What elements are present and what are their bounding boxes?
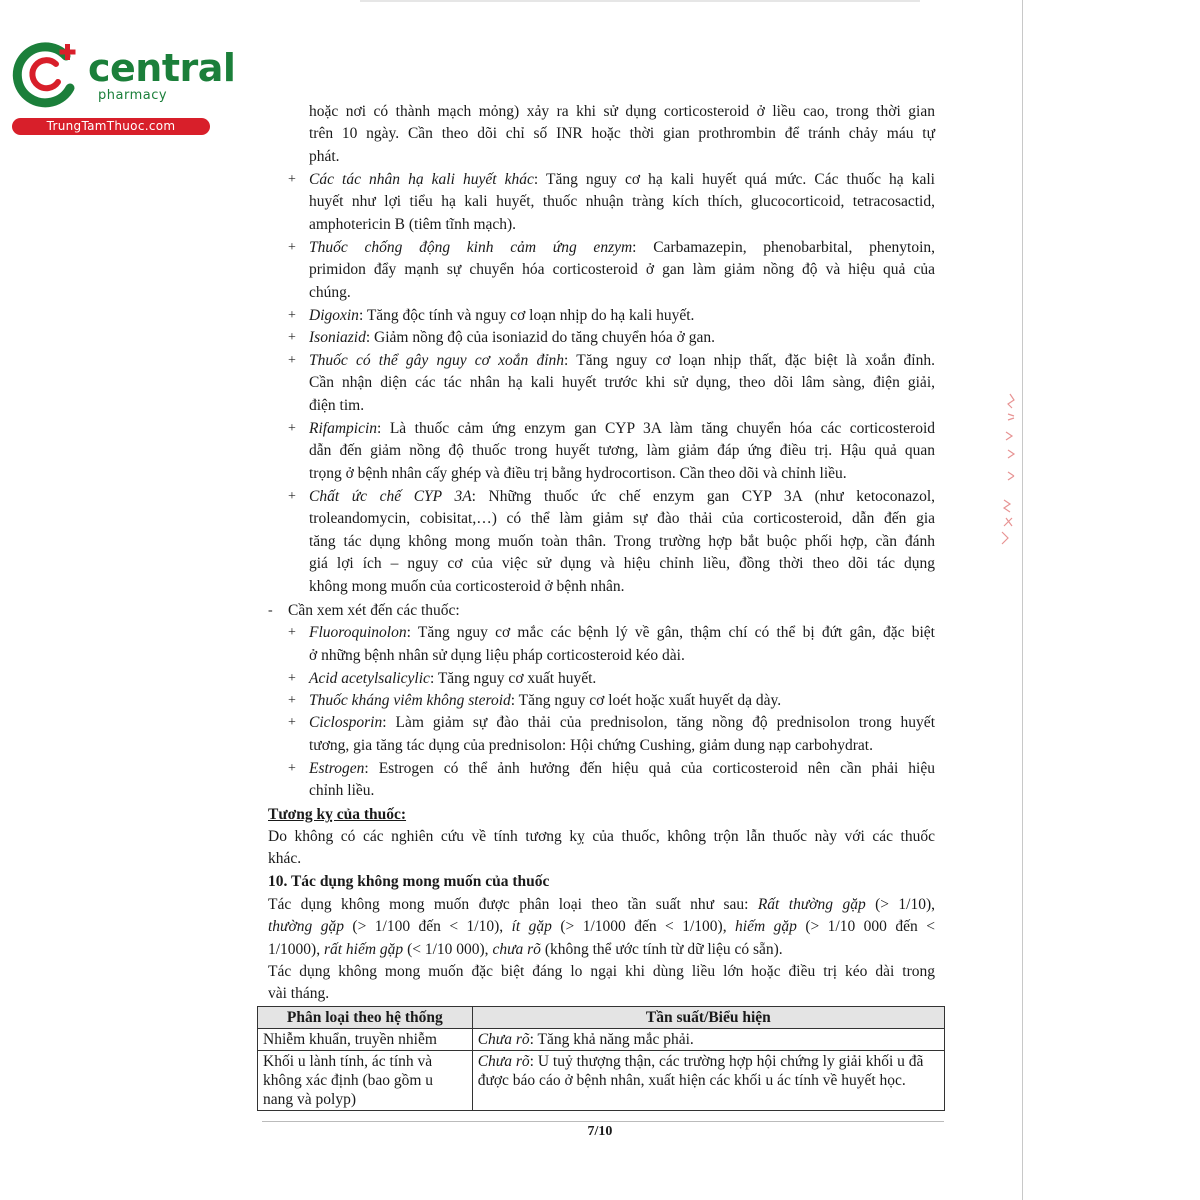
bullet-plus: + (288, 353, 296, 368)
drug-term: Estrogen (309, 760, 365, 777)
item-line: huyết như lợi tiểu hạ kali huyết, thuốc nhuận tràng kích thích, glucocorticoid, tetracosactid, (309, 193, 935, 210)
item-line: điện tim. (309, 397, 365, 414)
drug-term: Isoniazid (309, 329, 366, 346)
freq-term: Chưa rõ (477, 1031, 530, 1048)
consider-item (309, 712, 935, 734)
logo-website[interactable]: TrungTamThuoc.com (12, 118, 210, 135)
item-line: không mong muốn của corticosteroid ở bệnh nhân. (309, 578, 625, 595)
freq-text: (> 1/100 đến < 1/10), (343, 918, 512, 935)
drug-term: Chất ức chế CYP 3A (309, 488, 472, 505)
effect-text: : U tuỷ thượng thận, các trường hợp hội chứng ly giải khối u đã được báo cáo ở bệnh nhân, xuất hiện các khối u ác tính về huyết học. (477, 1053, 924, 1089)
item-line: giá lợi ích – nguy cơ của việc sử dụng và hiệu chỉnh liều, đồng thời theo dõi tác dụng (309, 555, 935, 572)
table-row (258, 1051, 945, 1111)
page-edge-line (1022, 0, 1023, 1200)
bullet-plus: + (288, 308, 296, 323)
bullet-plus: + (288, 625, 296, 640)
item-line: troleandomycin, cobisitat,…) có thể làm giảm sự đào thải của corticosteroid, dẫn đến gia (309, 510, 935, 527)
effect-text: : Tăng khả năng mắc phải. (529, 1031, 694, 1048)
bullet-plus: + (288, 330, 296, 345)
item-text: : Tăng nguy cơ xuất huyết. (429, 670, 597, 687)
table-header-row (258, 1007, 945, 1029)
bullet-plus: + (288, 693, 296, 708)
page-number: 7/10 (587, 1124, 613, 1139)
interaction-item (309, 418, 935, 440)
incompat-heading: Tương kỵ của thuốc: (268, 806, 407, 823)
bullet-plus: + (288, 421, 296, 436)
section-10-heading: 10. Tác dụng không mong muốn của thuốc (268, 873, 550, 890)
item-line: ở những bệnh nhân sử dụng liệu pháp corticosteroid kéo dài. (309, 647, 685, 664)
item-text: : Tăng nguy cơ loét hoặc xuất huyết dạ dày. (510, 692, 782, 709)
consider-item (309, 690, 781, 712)
freq-term: thường gặp (268, 918, 344, 935)
consider-item (309, 668, 596, 690)
freq-line-3 (268, 939, 783, 961)
bullet-plus: + (288, 172, 296, 187)
interaction-item (309, 237, 935, 259)
interaction-item (309, 350, 935, 372)
item-line: primidon đẩy mạnh sự chuyển hóa corticosteroid ở gan làm giảm nồng độ và hiệu quả của (309, 261, 935, 278)
freq-text: 1/1000), (268, 941, 324, 958)
item-line: tương, gia tăng tác dụng của prednisolon: Hội chứng Cushing, giảm dung nạp carbohydrat. (309, 737, 873, 754)
drug-term: Thuốc chống động kinh cảm ứng enzym (309, 239, 633, 256)
item-line: chỉnh liều. (309, 782, 375, 799)
bullet-plus: + (288, 761, 296, 776)
drug-term: Thuốc có thể gây nguy cơ xoắn đỉnh (309, 352, 565, 369)
note-line-1: Tác dụng không mong muốn đặc biệt đáng lo ngại khi dùng liều lớn hoặc điều trị kéo dài trong (268, 963, 935, 980)
drug-term: Thuốc kháng viêm không steroid (309, 692, 511, 709)
interaction-item (309, 169, 935, 191)
item-text: : Tăng độc tính và nguy cơ loạn nhịp do hạ kali huyết. (358, 307, 695, 324)
consider-heading: Cần xem xét đến các thuốc: (288, 602, 460, 619)
interaction-item (309, 327, 715, 349)
interaction-item (309, 486, 935, 508)
item-text: : Estrogen có thể ảnh hưởng đến hiệu quả của corticosteroid nên cần phải hiệu (364, 760, 935, 777)
freq-term: hiếm gặp (735, 918, 797, 935)
logo-brand: central (88, 46, 236, 90)
bullet-plus: + (288, 489, 296, 504)
item-text: : Tăng nguy cơ mắc các bệnh lý về gân, thậm chí có thể bị đứt gân, đặc biệt (406, 624, 935, 641)
freq-text: (> 1/1000 đến < 1/100), (551, 918, 736, 935)
cell-system: Nhiễm khuẩn, truyền nhiễm (258, 1029, 473, 1051)
consider-item (309, 622, 935, 644)
item-text: : Tăng nguy cơ hạ kali huyết quá mức. Các thuốc hạ kali (533, 171, 935, 188)
freq-text: (> 1/10 000 đến < (796, 918, 935, 935)
drug-term: Digoxin (309, 307, 359, 324)
freq-term: chưa rõ (492, 941, 541, 958)
freq-text: Tác dụng không mong muốn được phân loại theo tần suất như sau: (268, 896, 758, 913)
interaction-item (309, 305, 694, 327)
intro-line-3: phát. (309, 148, 340, 165)
intro-line-1: hoặc nơi có thành mạch mỏng) xảy ra khi sử dụng corticosteroid ở liều cao, trong thời gian (309, 103, 935, 120)
freq-term: rất hiếm gặp (323, 941, 404, 958)
cell-system: Khối u lành tính, ác tính và không xác định (bao gồm u nang và polyp) (258, 1051, 473, 1111)
item-line: dẫn đến giảm nồng độ thuốc trong huyết tương, làm giảm đáp ứng điều trị. Hậu quả quan (309, 442, 935, 459)
bullet-dash: - (268, 603, 273, 618)
footer-rule (262, 1121, 944, 1122)
freq-term: Rất thường gặp (757, 896, 866, 913)
bullet-plus: + (288, 240, 296, 255)
col-header-system: Phân loại theo hệ thống (258, 1007, 473, 1029)
drug-term: Acid acetylsalicylic (309, 670, 430, 687)
red-stamp-fragment (990, 392, 1030, 552)
item-text: : Tăng nguy cơ loạn nhịp thất, đặc biệt là xoắn đỉnh. (564, 352, 935, 369)
freq-term: ít gặp (511, 918, 552, 935)
item-line: chúng. (309, 284, 351, 301)
bullet-plus: + (288, 715, 296, 730)
table-row (258, 1029, 945, 1051)
consider-item (309, 758, 935, 780)
freq-term: Chưa rõ (477, 1053, 530, 1070)
adverse-effects-table (257, 1006, 945, 1111)
bullet-plus: + (288, 671, 296, 686)
drug-term: Rifampicin (309, 420, 378, 437)
incompat-line-2: khác. (268, 850, 302, 867)
cell-effect (472, 1029, 944, 1051)
drug-term: Các tác nhân hạ kali huyết khác (309, 171, 534, 188)
freq-text: (> 1/10), (865, 896, 935, 913)
item-line: trọng ở bệnh nhân cấy ghép và điều trị bằng hydrocortison. Cần theo dõi và chỉnh liều. (309, 465, 847, 482)
intro-line-2: trên 10 ngày. Cần theo dõi chỉ số INR hoặc thời gian prothrombin để tránh chảy máu tự (309, 125, 935, 142)
logo-subtitle: pharmacy (98, 88, 168, 103)
note-line-2: vài tháng. (268, 985, 330, 1002)
item-line: Cần nhận diện các tác nhân hạ kali huyết trước khi sử dụng, theo dõi lâm sàng, điện giải, (309, 374, 935, 391)
item-line: tăng tác dụng không mong muốn toàn thân. Trong trường hợp bắt buộc phối hợp, cần đánh (309, 533, 935, 550)
incompat-line-1: Do không có các nghiên cứu về tính tương kỵ của thuốc, không trộn lẫn thuốc này với các thuốc (268, 828, 935, 845)
item-text: : Giảm nồng độ của isoniazid do tăng chuyển hóa ở gan. (365, 329, 715, 346)
drug-term: Fluoroquinolon (309, 624, 407, 641)
item-text: : Carbamazepin, phenobarbital, phenytoin, (632, 239, 935, 256)
freq-text: (không thể ước tính từ dữ liệu có sẵn). (540, 941, 783, 958)
drug-term: Ciclosporin (309, 714, 383, 731)
item-text: : Làm giảm sự đào thải của prednisolon, tăng nồng độ prednisolon trong huyết (382, 714, 935, 731)
col-header-frequency: Tần suất/Biểu hiện (472, 1007, 944, 1029)
item-line: amphotericin B (tiêm tĩnh mạch). (309, 216, 517, 233)
freq-line-2 (268, 916, 935, 938)
freq-line-1 (268, 894, 935, 916)
item-text: : Là thuốc cảm ứng enzym gan CYP 3A làm tăng chuyển hóa các corticosteroid (377, 420, 935, 437)
cell-effect (472, 1051, 944, 1111)
freq-text: (< 1/10 000), (403, 941, 493, 958)
item-text: : Những thuốc ức chế enzym gan CYP 3A (như ketoconazol, (471, 488, 935, 505)
